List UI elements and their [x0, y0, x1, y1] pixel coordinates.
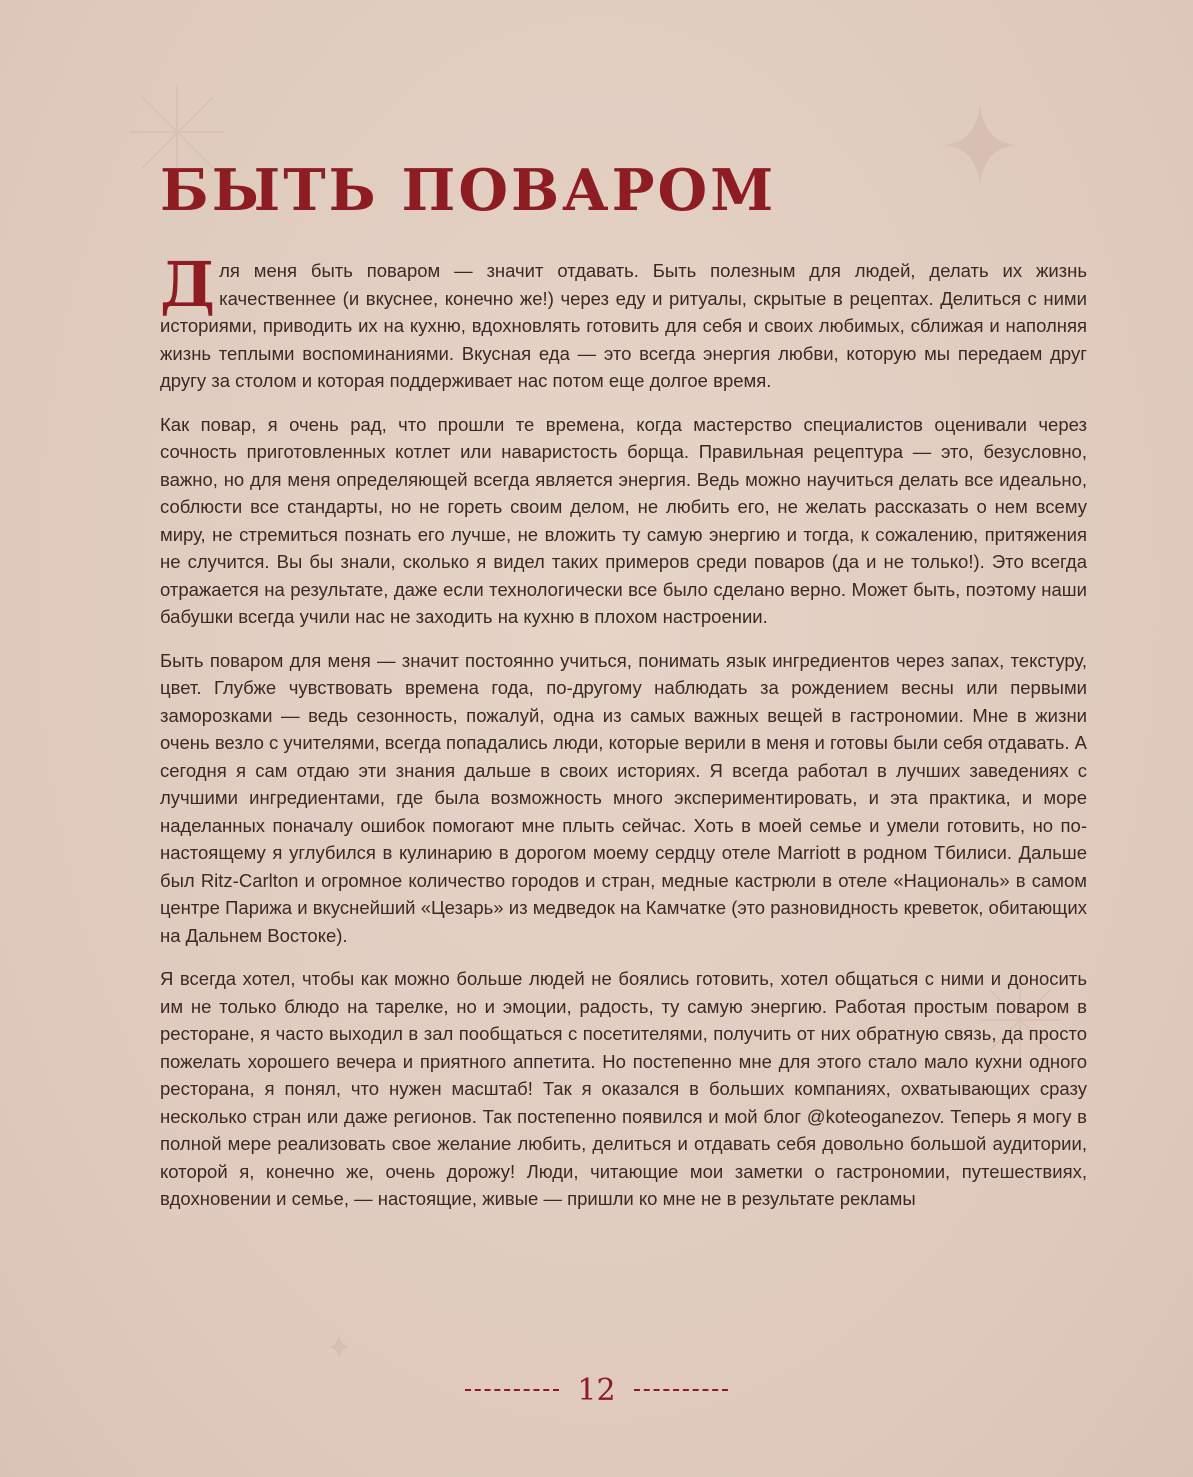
paragraph: Быть поваром для меня — значит постоянно учиться, понимать язык ингредиентов через запах, текстуру, цвет. Глубже чувствовать времена года, по-другому наблюдать за рождением весны или первыми заморозками — ведь сезонность, пожалуй, одна из самых важных вещей в гастрономии. Мне в жизни очень везло с учителями, всегда попадались люди, которые верили в меня и готовы были себя отдавать. А сегодня я сам отдаю эти знания дальше в своих историях. Я всегда работал в лучших заведениях с лучшими ингредиентами, где была возможность много экспериментировать, и эта практика, и море наделанных поначалу ошибок помогают мне плыть сейчас. Хоть в моей семье и умели готовить, но по-настоящему я углубился в кулинарию в дорогом моему сердцу отеле Marriott в родном Тбилиси. Дальше был Ritz-Carlton и огромное количество городов и стран, медные кастрюли в отеле «Националь» в самом центре Парижа и вкуснейший «Цезарь» из медведок на Камчатке (это разновидность креветок, обитающих на Дальнем Востоке). — [160, 649, 1087, 946]
paragraph: Как повар, я очень рад, что прошли те времена, когда мастерство специалистов оценивали через сочность приготовленных котлет или наваристость борща. Правильная рецептура — это, безусловно, важно, но для меня определяющей всегда является энергия. Ведь можно научиться делать все идеально, соблюсти все стандарты, но не гореть своим делом, не любить его, не желать рассказать о нем всему миру, не стремиться познать его лучше, не вложить ту самую энергию и тогда, к сожалению, притяжения не случится. Вы бы знали, сколько я видел таких примеров среди поваров (да и не только!). Это всегда отражается на результате, даже если технологически все было сделано верно. Может быть, поэтому наши бабушки всегда учили нас не заходить на кухню в плохом настроении. — [160, 413, 1087, 627]
page-footer — [0, 1370, 1193, 1410]
paragraph: Я всегда хотел, чтобы как можно больше людей не боялись готовить, хотел общаться с ними и доносить им не только блюдо на тарелке, но и эмоции, радость, ту самую энергию. Работая простым поваром в ресторане, я часто выходил в зал пообщаться с посетителями, получить от них обратную связь, да просто пожелать хорошего вечера и приятного аппетита. Но постепенно мне для этого стало мало кухни одного ресторана, я понял, что нужен масштаб! Так я оказался в больших компаниях, охватывающих сразу несколько стран или даже регионов. Так постепенно появился и мой блог @koteoganezov. Теперь я могу в полной мере реализовать свое желание любить, делиться и отдавать себя довольно большой аудитории, которой я, конечно же, очень дорожу! Люди, читающие мои заметки о гастрономии, путешествиях, вдохновении и семье, — настоящие, живые — пришли ко мне не в результате рекламы — [160, 968, 1087, 1209]
paragraph-text: ля меня быть поваром — значит отдавать. Быть полезным для людей, делать их жизнь качественнее (и вкуснее, конечно же!) через еду и ритуалы, скрытые в рецептах. Делиться с ними историями, приводить их на кухню, вдохновлять готовить для себя и своих любимых, сближая и наполняя жизнь теплыми воспоминаниями. Вкусная еда — это всегда энергия любви, которую мы передаем друг другу за столом и которая поддерживает нас потом еще долгое время. — [160, 260, 1087, 391]
dashed-divider — [465, 1389, 559, 1391]
body-text — [160, 248, 1087, 1229]
sparkle-star-icon — [945, 105, 1015, 185]
dashed-divider — [634, 1389, 728, 1391]
paragraph — [160, 248, 1087, 395]
sparkle-star-icon — [328, 1335, 350, 1359]
page-number: 12 — [577, 1372, 616, 1408]
drop-cap: Д — [160, 248, 216, 321]
page-title: БЫТЬ ПОВАРОМ — [160, 157, 777, 224]
